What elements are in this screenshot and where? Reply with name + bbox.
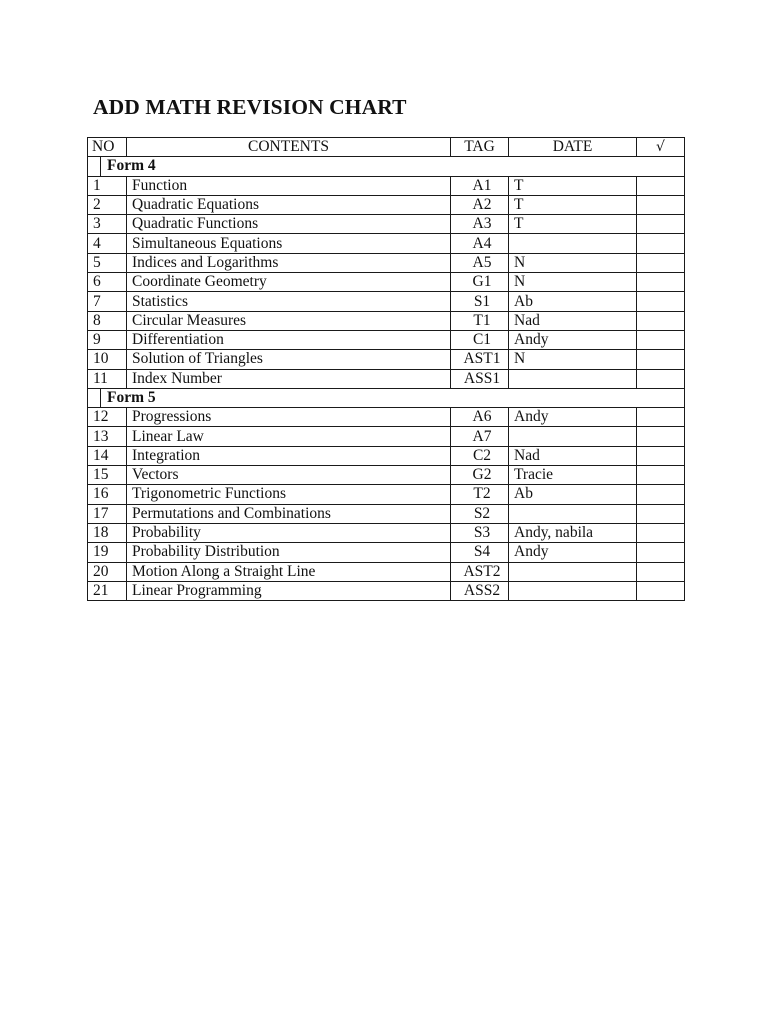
row-check [637,350,685,369]
row-number: 6 [88,273,127,292]
row-tag: A5 [451,253,509,272]
row-date: T [509,176,637,195]
row-contents: Motion Along a Straight Line [127,562,451,581]
row-tag: S2 [451,504,509,523]
row-date: Andy [509,543,637,562]
section-cell [88,157,685,176]
row-number: 13 [88,427,127,446]
table-row [88,427,685,446]
row-number: 8 [88,311,127,330]
row-check [637,581,685,600]
row-check [637,466,685,485]
row-contents: Solution of Triangles [127,350,451,369]
row-number: 1 [88,176,127,195]
table-row [88,369,685,388]
row-check [637,543,685,562]
header-date: DATE [509,138,637,157]
row-check [637,176,685,195]
row-date [509,369,637,388]
section-indent [88,157,101,175]
row-check [637,215,685,234]
row-check [637,195,685,214]
header-row [88,138,685,157]
table-row [88,543,685,562]
table-row [88,330,685,349]
row-tag: T1 [451,311,509,330]
table-body [88,157,685,601]
row-tag: C1 [451,330,509,349]
table-row [88,504,685,523]
row-tag: C2 [451,446,509,465]
row-tag: ASS2 [451,581,509,600]
row-contents: Trigonometric Functions [127,485,451,504]
row-number: 14 [88,446,127,465]
row-date: N [509,350,637,369]
row-contents: Quadratic Functions [127,215,451,234]
row-check [637,446,685,465]
table-row [88,195,685,214]
row-tag: G1 [451,273,509,292]
row-number: 15 [88,466,127,485]
row-number: 7 [88,292,127,311]
row-tag: A4 [451,234,509,253]
row-tag: S4 [451,543,509,562]
row-check [637,292,685,311]
table-row [88,581,685,600]
row-number: 9 [88,330,127,349]
row-contents: Integration [127,446,451,465]
row-check [637,234,685,253]
row-number: 20 [88,562,127,581]
row-contents: Statistics [127,292,451,311]
row-date: Ab [509,292,637,311]
row-number: 18 [88,523,127,542]
row-contents: Linear Programming [127,581,451,600]
revision-table [87,137,685,601]
row-tag: A7 [451,427,509,446]
row-check [637,273,685,292]
table-row [88,350,685,369]
row-check [637,427,685,446]
row-number: 2 [88,195,127,214]
row-date [509,504,637,523]
section-label: Form 5 [107,388,156,406]
row-contents: Coordinate Geometry [127,273,451,292]
table-row [88,408,685,427]
row-date: N [509,273,637,292]
table-header [88,138,685,157]
row-date: T [509,215,637,234]
table-row [88,485,685,504]
row-contents: Function [127,176,451,195]
section-row [88,388,685,407]
row-contents: Simultaneous Equations [127,234,451,253]
section-row [88,157,685,176]
row-check [637,253,685,272]
row-date [509,234,637,253]
row-date [509,427,637,446]
row-date: T [509,195,637,214]
row-date: Andy, nabila [509,523,637,542]
row-date: Andy [509,330,637,349]
row-number: 10 [88,350,127,369]
row-contents: Index Number [127,369,451,388]
row-number: 16 [88,485,127,504]
row-contents: Indices and Logarithms [127,253,451,272]
row-tag: A3 [451,215,509,234]
table-row [88,292,685,311]
table-row [88,523,685,542]
row-number: 12 [88,408,127,427]
row-number: 11 [88,369,127,388]
row-contents: Permutations and Combinations [127,504,451,523]
row-contents: Linear Law [127,427,451,446]
row-contents: Differentiation [127,330,451,349]
row-check [637,523,685,542]
header-contents: CONTENTS [127,138,451,157]
header-tag: TAG [451,138,509,157]
row-contents: Quadratic Equations [127,195,451,214]
table-row [88,562,685,581]
row-date: Andy [509,408,637,427]
section-wrap [88,157,684,175]
row-number: 17 [88,504,127,523]
page-title: ADD MATH REVISION CHART [93,95,407,119]
row-contents: Progressions [127,408,451,427]
row-number: 4 [88,234,127,253]
section-wrap [88,389,684,407]
row-date: N [509,253,637,272]
row-contents: Vectors [127,466,451,485]
row-check [637,311,685,330]
row-check [637,504,685,523]
row-date: Tracie [509,466,637,485]
table-row [88,215,685,234]
row-date: Ab [509,485,637,504]
row-check [637,369,685,388]
row-tag: S1 [451,292,509,311]
table-row [88,311,685,330]
table-row [88,176,685,195]
row-tag: AST1 [451,350,509,369]
row-date: Nad [509,311,637,330]
row-tag: AST2 [451,562,509,581]
row-tag: A6 [451,408,509,427]
row-check [637,408,685,427]
row-tag: S3 [451,523,509,542]
row-contents: Probability Distribution [127,543,451,562]
row-tag: A2 [451,195,509,214]
row-check [637,330,685,349]
row-number: 5 [88,253,127,272]
row-tag: A1 [451,176,509,195]
section-cell [88,388,685,407]
section-indent [88,389,101,407]
row-date [509,581,637,600]
row-check [637,485,685,504]
row-tag: T2 [451,485,509,504]
row-number: 3 [88,215,127,234]
table-row [88,446,685,465]
header-check: √ [637,138,685,157]
row-contents: Circular Measures [127,311,451,330]
table-row [88,273,685,292]
table-row [88,234,685,253]
row-date [509,562,637,581]
row-tag: G2 [451,466,509,485]
row-number: 19 [88,543,127,562]
table-row [88,253,685,272]
table-row [88,466,685,485]
section-label: Form 4 [107,157,156,175]
row-tag: ASS1 [451,369,509,388]
row-check [637,562,685,581]
header-no: NO [88,138,127,157]
row-number: 21 [88,581,127,600]
row-contents: Probability [127,523,451,542]
row-date: Nad [509,446,637,465]
